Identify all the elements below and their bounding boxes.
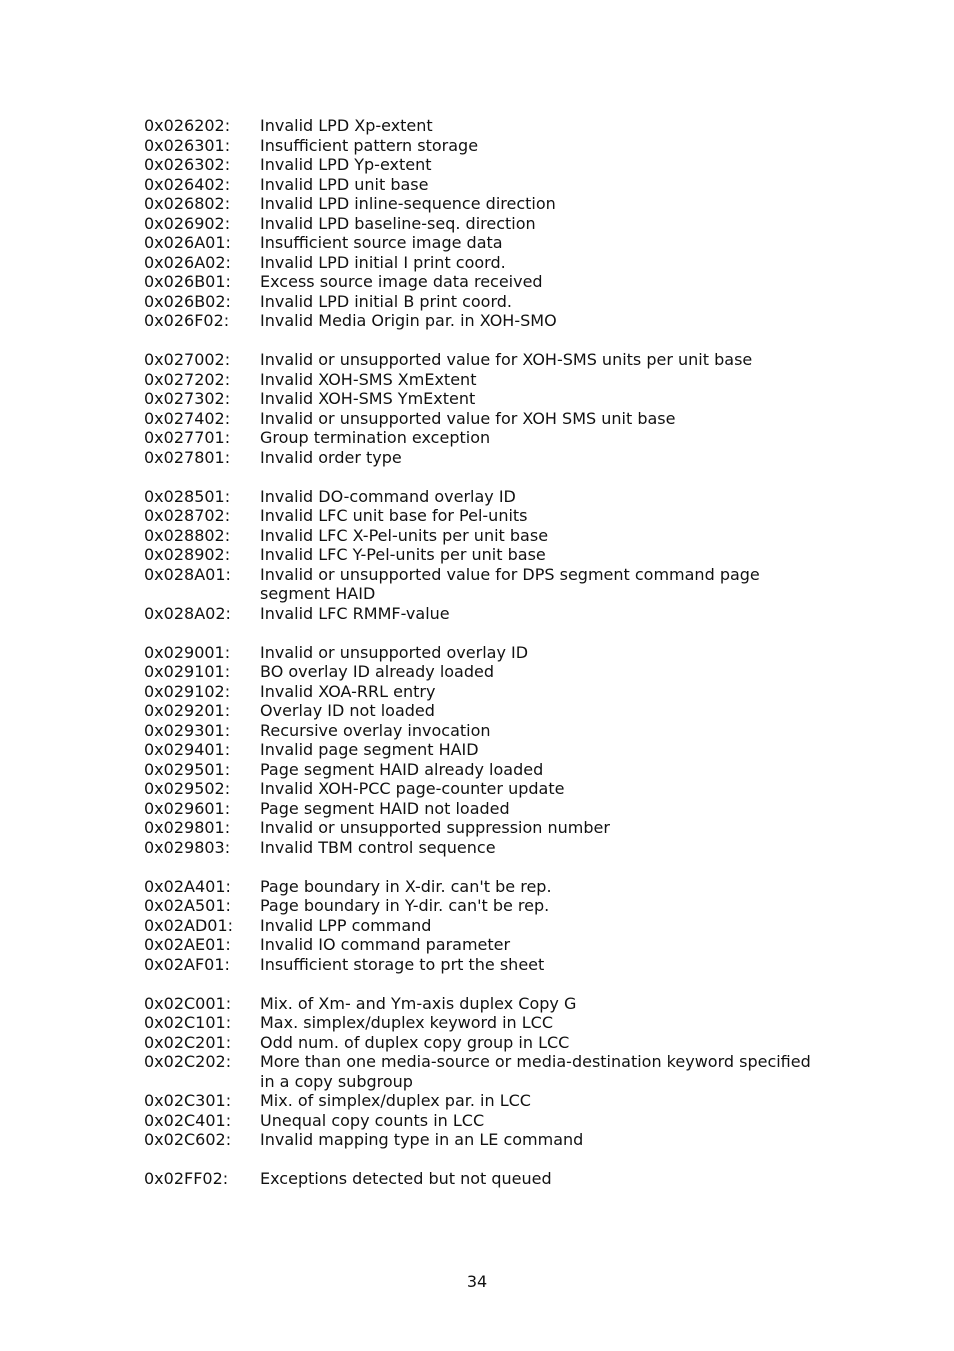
code-row [144, 760, 824, 780]
code-row [144, 896, 824, 916]
error-description: Overlay ID not loaded [260, 701, 435, 720]
error-code: 0x026A02: [144, 252, 231, 272]
code-row [144, 682, 824, 702]
error-description: Invalid page segment HAID [260, 740, 479, 759]
error-description: Invalid XOH-PCC page-counter update [260, 779, 565, 798]
code-group [144, 350, 824, 467]
error-code: 0x02C202: [144, 1052, 232, 1071]
error-code: 0x026B01: [144, 272, 231, 291]
error-code: 0x026802: [144, 194, 231, 213]
error-code: 0x026302: [144, 155, 231, 174]
code-row [144, 389, 824, 409]
error-description: Invalid XOA-RRL entry [260, 681, 436, 701]
code-row [144, 740, 824, 760]
error-description: Invalid XOH-SMS YmExtent [260, 389, 476, 408]
error-description: Mix. of simplex/duplex par. in LCC [260, 1091, 531, 1110]
error-code: 0x029102: [144, 681, 231, 701]
error-description: Invalid LFC unit base for Pel-units [260, 506, 528, 525]
error-code: 0x027801: [144, 447, 231, 467]
error-description: Group termination exception [260, 428, 491, 447]
error-description: BO overlay ID already loaded [260, 662, 495, 681]
error-code: 0x029501: [144, 759, 231, 779]
code-row [144, 1130, 824, 1150]
error-description: Page segment HAID not loaded [260, 798, 510, 818]
code-row [144, 643, 824, 663]
error-code: 0x028702: [144, 506, 231, 525]
code-row [144, 545, 824, 565]
code-row [144, 604, 824, 624]
code-row [144, 487, 824, 507]
error-code: 0x027701: [144, 428, 231, 447]
error-code: 0x028902: [144, 545, 231, 564]
error-description: Mix. of Xm- and Ym-axis duplex Copy G [260, 993, 577, 1013]
error-code: 0x029601: [144, 798, 231, 818]
code-row [144, 877, 824, 897]
error-description: Page boundary in Y-dir. can't be rep. [260, 896, 550, 915]
error-code: 0x02A501: [144, 896, 231, 915]
error-description: Invalid LPD inline-sequence direction [260, 194, 556, 213]
error-description: Invalid or unsupported value for XOH SMS unit base [260, 408, 676, 428]
error-code: 0x029803: [144, 837, 231, 857]
code-row [144, 721, 824, 741]
error-description: Insufficient pattern storage [260, 135, 479, 155]
error-description: Invalid DO-command overlay ID [260, 486, 516, 506]
error-code: 0x02C201: [144, 1032, 232, 1052]
code-row [144, 428, 824, 448]
error-code: 0x02C401: [144, 1110, 232, 1130]
error-description: Invalid order type [260, 447, 402, 467]
error-code: 0x029101: [144, 662, 231, 681]
error-description: Recursive overlay invocation [260, 720, 491, 740]
error-code: 0x026902: [144, 213, 231, 233]
error-description: Exceptions detected but not queued [260, 1169, 552, 1188]
code-row [144, 350, 824, 370]
code-group [144, 877, 824, 975]
code-row [144, 409, 824, 429]
code-row [144, 175, 824, 195]
error-description: Page segment HAID already loaded [260, 759, 544, 779]
error-code: 0x027002: [144, 350, 231, 369]
code-row [144, 1111, 824, 1131]
error-code: 0x02AF01: [144, 954, 230, 974]
code-row [144, 214, 824, 234]
code-row [144, 799, 824, 819]
code-row [144, 916, 824, 936]
error-description: Invalid IO command parameter [260, 935, 511, 954]
error-code: 0x026A01: [144, 233, 231, 252]
code-row [144, 370, 824, 390]
code-group [144, 116, 824, 331]
error-code: 0x02C001: [144, 993, 232, 1013]
error-code: 0x02AE01: [144, 935, 231, 954]
error-description: Insufficient storage to prt the sheet [260, 954, 545, 974]
error-code: 0x02AD01: [144, 915, 234, 935]
error-code: 0x02A401: [144, 876, 231, 896]
error-description: More than one media-source or media-destination keyword specified in a copy subgroup [260, 1052, 811, 1091]
error-description: Invalid LPD baseline-seq. direction [260, 213, 536, 233]
code-row [144, 448, 824, 468]
error-description: Page boundary in X-dir. can't be rep. [260, 876, 552, 896]
error-code: 0x02C301: [144, 1091, 232, 1110]
error-code: 0x028501: [144, 486, 231, 506]
error-code: 0x026F02: [144, 311, 230, 330]
error-code: 0x029301: [144, 720, 231, 740]
error-code: 0x028A02: [144, 603, 231, 623]
error-description: Excess source image data received [260, 272, 543, 291]
code-row [144, 155, 824, 175]
error-code: 0x02C101: [144, 1013, 232, 1032]
error-code: 0x026301: [144, 135, 231, 155]
code-row [144, 194, 824, 214]
error-code: 0x026402: [144, 174, 231, 194]
code-row [144, 233, 824, 253]
error-code: 0x028802: [144, 525, 231, 545]
error-code: 0x029001: [144, 642, 231, 662]
error-code: 0x027402: [144, 408, 231, 428]
error-description: Invalid Media Origin par. in XOH-SMO [260, 311, 557, 330]
code-group [144, 487, 824, 624]
error-description: Invalid LPP command [260, 915, 432, 935]
code-row [144, 935, 824, 955]
code-row [144, 526, 824, 546]
error-description: Invalid or unsupported suppression number [260, 818, 610, 837]
code-row [144, 838, 824, 858]
code-row [144, 662, 824, 682]
page-number: 34 [466, 1272, 488, 1291]
error-code: 0x02C602: [144, 1130, 232, 1149]
error-code: 0x029201: [144, 701, 231, 720]
code-row [144, 136, 824, 156]
error-code: 0x029801: [144, 818, 231, 837]
code-row [144, 955, 824, 975]
code-row [144, 1013, 824, 1033]
code-row [144, 701, 824, 721]
code-row [144, 1169, 824, 1189]
error-code: 0x027202: [144, 369, 231, 389]
error-description: Invalid mapping type in an LE command [260, 1130, 584, 1149]
code-row [144, 1052, 824, 1091]
code-row [144, 116, 824, 136]
code-row [144, 272, 824, 292]
code-group [144, 643, 824, 858]
code-group [144, 994, 824, 1150]
error-code-list [144, 116, 824, 1208]
error-code: 0x029502: [144, 779, 231, 798]
error-code: 0x026B02: [144, 291, 231, 311]
error-code: 0x027302: [144, 389, 231, 408]
code-row [144, 292, 824, 312]
error-description: Invalid LFC Y-Pel-units per unit base [260, 545, 546, 564]
error-description: Invalid TBM control sequence [260, 837, 496, 857]
error-description: Unequal copy counts in LCC [260, 1110, 485, 1130]
error-code: 0x026202: [144, 116, 231, 135]
error-description: Max. simplex/duplex keyword in LCC [260, 1013, 554, 1032]
error-description: Invalid or unsupported overlay ID [260, 642, 529, 662]
code-row [144, 779, 824, 799]
error-description: Invalid LPD initial B print coord. [260, 291, 512, 311]
code-row [144, 311, 824, 331]
error-description: Invalid LPD Xp-extent [260, 116, 433, 135]
error-description: Invalid LPD unit base [260, 174, 429, 194]
code-row [144, 1091, 824, 1111]
code-row [144, 565, 824, 604]
error-description: Invalid LFC RMMF-value [260, 603, 450, 623]
code-row [144, 818, 824, 838]
code-row [144, 506, 824, 526]
code-row [144, 253, 824, 273]
error-description: Insufficient source image data [260, 233, 503, 252]
code-row [144, 994, 824, 1014]
error-description: Odd num. of duplex copy group in LCC [260, 1032, 570, 1052]
error-code: 0x029401: [144, 740, 231, 759]
error-description: Invalid LFC X-Pel-units per unit base [260, 525, 549, 545]
code-group [144, 1169, 824, 1189]
error-code: 0x02FF02: [144, 1169, 229, 1188]
error-description: Invalid or unsupported value for XOH-SMS units per unit base [260, 350, 753, 369]
error-description: Invalid or unsupported value for DPS segment command page segment HAID [260, 564, 760, 603]
error-description: Invalid LPD Yp-extent [260, 155, 432, 174]
error-description: Invalid XOH-SMS XmExtent [260, 369, 477, 389]
code-row [144, 1033, 824, 1053]
error-code: 0x028A01: [144, 564, 231, 584]
error-description: Invalid LPD initial I print coord. [260, 252, 506, 272]
